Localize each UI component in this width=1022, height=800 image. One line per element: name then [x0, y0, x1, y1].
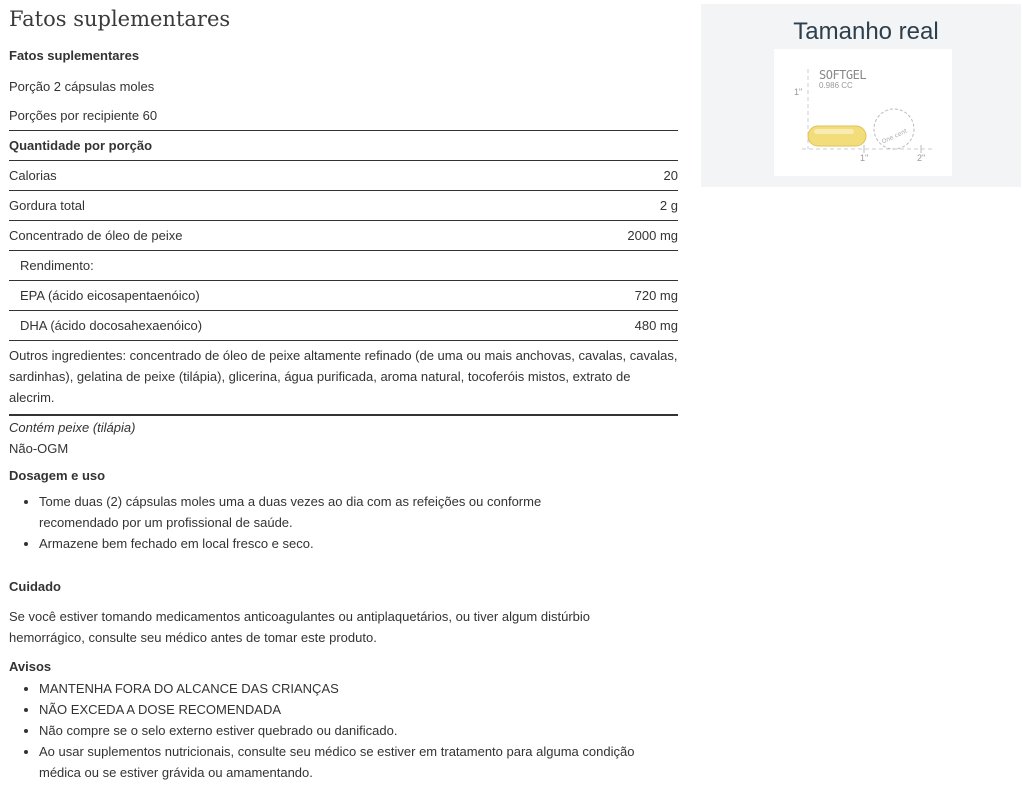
actual-size-image [774, 49, 952, 176]
tick-label-x2: 2" [917, 153, 926, 163]
list-item: • Armazene bem fechado em local fresco e seco. [39, 533, 678, 554]
list-item: • Tome duas (2) cápsulas moles uma a duas vezes ao dia com as refeições ou conforme recomendado por um profissional de saúde. [39, 491, 599, 533]
row-value: 720 mg [634, 288, 678, 303]
row-label: DHA (ácido docosahexaenóico) [20, 318, 203, 333]
softgel-label: SOFTGEL [819, 68, 867, 82]
row-label: Calorias [9, 168, 57, 183]
row-label: EPA (ácido eicosapentaenóico) [20, 288, 200, 303]
row-label: Rendimento: [20, 258, 94, 273]
facts-row-fish-oil [9, 220, 678, 250]
page-title: Fatos suplementares [9, 7, 231, 31]
facts-heading: Fatos suplementares [9, 48, 140, 63]
row-value: 20 [663, 168, 678, 183]
contains-allergen: Contém peixe (tilápia) [9, 420, 136, 435]
facts-row-dha [9, 310, 678, 340]
row-value: 2000 mg [627, 228, 678, 243]
facts-row-total-fat [9, 190, 678, 220]
facts-row-calories [9, 160, 678, 190]
warnings-list [9, 678, 678, 783]
coin-outline [874, 109, 914, 149]
caution-heading: Cuidado [9, 579, 61, 594]
amount-header-label: Quantidade por porção [9, 138, 153, 153]
serving-size: Porção 2 cápsulas moles [9, 79, 155, 94]
facts-row-yield [9, 250, 678, 280]
tick-label-y: 1" [794, 87, 803, 97]
row-value: 480 mg [634, 318, 678, 333]
actual-size-panel [701, 4, 1021, 187]
amount-header [9, 130, 678, 160]
actual-size-title: Tamanho real [793, 18, 939, 45]
list-item: • Ao usar suplementos nutricionais, consulte seu médico se estiver em tratamento para alguma condição médica ou se estiver grávida ou amamentando. [39, 741, 639, 783]
row-value: 2 g [659, 198, 678, 213]
coin-label: One cent [880, 127, 909, 146]
dosage-heading: Dosagem e uso [9, 468, 106, 483]
facts-row-epa [9, 280, 678, 310]
caution-text: Se você estiver tomando medicamentos anticoagulantes ou antiplaquetários, ou tiver algum distúrbio hemorrágico, consulte seu médico antes de tomar este produto. [9, 609, 591, 645]
warnings-heading: Avisos [9, 659, 52, 674]
supplement-facts-section [9, 0, 678, 783]
list-item: • NÃO EXCEDA A DOSE RECOMENDADA [39, 699, 678, 720]
row-label: Concentrado de óleo de peixe [9, 228, 183, 243]
non-gmo: Não-OGM [9, 441, 69, 456]
pill-highlight [814, 129, 854, 134]
row-label: Gordura total [9, 198, 85, 213]
dosage-list [9, 491, 678, 554]
tick-label-x1: 1" [860, 153, 869, 163]
softgel-volume: 0.986 CC [819, 81, 853, 90]
servings-per-container: Porções por recipiente 60 [9, 108, 158, 123]
other-ingredients: Outros ingredientes: concentrado de óleo de peixe altamente refinado (de uma ou mais anchovas, cavalas, cavalas, sardinhas), gelatina de peixe (tilápia), glicerina, água purificada, aroma natural, tocoferóis mistos, extrato de alecrim. [9, 340, 678, 416]
list-item: • MANTENHA FORA DO ALCANCE DAS CRIANÇAS [39, 678, 678, 699]
list-item: • Não compre se o selo externo estiver quebrado ou danificado. [39, 720, 678, 741]
